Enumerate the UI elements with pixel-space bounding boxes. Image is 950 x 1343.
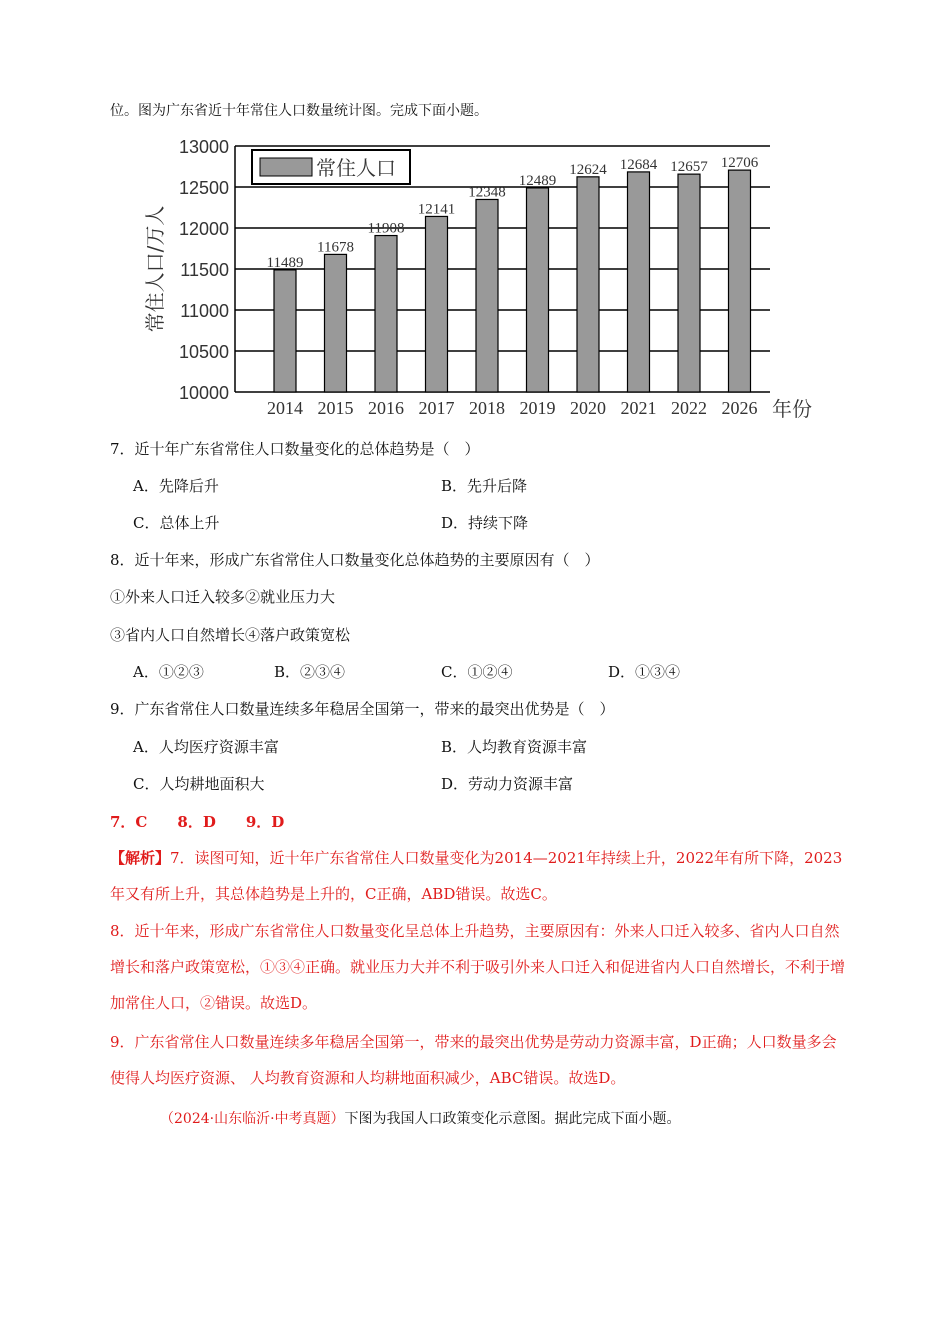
data-label: 12684 — [619, 156, 658, 173]
data-label: 12657 — [670, 159, 708, 176]
x-axis-title: 年份 — [772, 397, 812, 421]
population-bar-chart — [140, 130, 820, 425]
bar — [375, 236, 397, 392]
next-text: 下图为我国人口政策变化示意图。据此完成下面小题。 — [344, 1111, 681, 1127]
legend-swatch — [260, 158, 312, 176]
bar — [577, 177, 599, 392]
q9-option-b[interactable]: B．人均教育资源丰富 — [441, 738, 588, 756]
legend-label: 常住人口 — [316, 156, 396, 180]
y-tick-label: 10000 — [178, 383, 229, 403]
data-label: 11489 — [266, 254, 304, 271]
q9-option-d[interactable]: D．劳动力资源丰富 — [441, 775, 574, 793]
q8-option-b[interactable]: B．②③④ — [274, 663, 346, 681]
bar — [325, 254, 347, 392]
q7-option-b[interactable]: B．先升后降 — [441, 477, 528, 495]
q8-option-a[interactable]: A．①②③ — [133, 663, 204, 681]
answer-key: 7．C 8．D 9．D — [110, 813, 285, 831]
next-question-intro — [160, 1108, 681, 1128]
x-tick-label: 2016 — [368, 398, 404, 418]
bar — [527, 188, 549, 392]
q7-option-d[interactable]: D．持续下降 — [441, 514, 529, 532]
y-tick-label: 13000 — [178, 137, 229, 157]
bar — [476, 199, 498, 392]
x-tick-label: 2026 — [721, 398, 758, 418]
y-tick-label: 12000 — [178, 219, 229, 239]
data-label: 12706 — [720, 155, 759, 172]
analysis-tag: 【解析】 — [110, 849, 171, 867]
x-tick-label: 2017 — [418, 398, 455, 418]
data-label: 12624 — [569, 161, 607, 178]
q9-option-a[interactable]: A．人均医疗资源丰富 — [133, 738, 279, 756]
data-label: 12489 — [518, 172, 557, 189]
analysis-q8: 8．近十年来，形成广东省常住人口数量变化呈总体上升趋势，主要原因有：外来人口迁入较多、省内人口自然增长和落户政策宽松，①③④正确。就业压力大并不利于吸引外来人口迁入和促进省内人口自然增长，不利于增加常住人口，②错误。故选D。 — [110, 922, 846, 1012]
q7-stem: 7．近十年广东省常住人口数量变化的总体趋势是（ ） — [110, 440, 480, 458]
intro-text: 位。图为广东省近十年常住人口数量统计图。完成下面小题。 — [110, 103, 488, 119]
q8-stem: 8．近十年来，形成广东省常住人口数量变化总体趋势的主要原因有（ ） — [110, 551, 600, 569]
x-tick-label: 2019 — [519, 398, 556, 418]
analysis-q7-text: 7．读图可知，近十年广东省常住人口数量变化为2014—2021年持续上升，2022年有所下降，2023年又有所上升，其总体趋势是上升的，C正确，ABD错误。故选C。 — [110, 849, 843, 903]
x-tick-label: 2021 — [620, 398, 657, 418]
y-tick-label: 11000 — [180, 301, 229, 321]
analysis-q9: 9．广东省常住人口数量连续多年稳居全国第一，带来的最突出优势是劳动力资源丰富，D正确；人口数量多会使得人均医疗资源、 人均教育资源和人均耕地面积减少，ABC错误。故选D。 — [110, 1033, 837, 1087]
data-label: 11678 — [317, 239, 354, 256]
bar — [729, 170, 751, 392]
x-tick-label: 2015 — [317, 398, 354, 418]
next-source: （2024·山东临沂·中考真题） — [160, 1111, 345, 1127]
data-label: 12348 — [468, 184, 506, 201]
q9-stem: 9．广东省常住人口数量连续多年稳居全国第一，带来的最突出优势是（ ） — [110, 700, 615, 718]
analysis-q7 — [110, 840, 850, 912]
y-tick-label: 10500 — [178, 342, 229, 362]
bar — [426, 216, 448, 392]
q8-statement-1: ①外来人口迁入较多②就业压力大 — [110, 588, 336, 606]
bar — [628, 172, 650, 392]
q8-option-c[interactable]: C．①②④ — [441, 663, 513, 681]
q7-option-c[interactable]: C．总体上升 — [133, 514, 220, 532]
x-tick-label: 2018 — [469, 398, 505, 418]
q8-statement-2: ③省内人口自然增长④落户政策宽松 — [110, 626, 351, 644]
x-tick-label: 2014 — [267, 398, 303, 418]
q9-option-c[interactable]: C．人均耕地面积大 — [133, 775, 265, 793]
bar — [678, 174, 700, 392]
y-tick-label: 11500 — [180, 260, 229, 280]
y-tick-label: 12500 — [178, 178, 229, 198]
q7-option-a[interactable]: A．先降后升 — [133, 477, 219, 495]
q8-option-d[interactable]: D．①③④ — [608, 663, 681, 681]
data-label: 12141 — [417, 201, 456, 218]
data-label: 11908 — [367, 220, 405, 237]
y-axis-title: 常住人口/万人 — [143, 205, 167, 333]
x-tick-label: 2022 — [671, 398, 707, 418]
bar — [274, 270, 296, 392]
x-tick-label: 2020 — [570, 398, 606, 418]
